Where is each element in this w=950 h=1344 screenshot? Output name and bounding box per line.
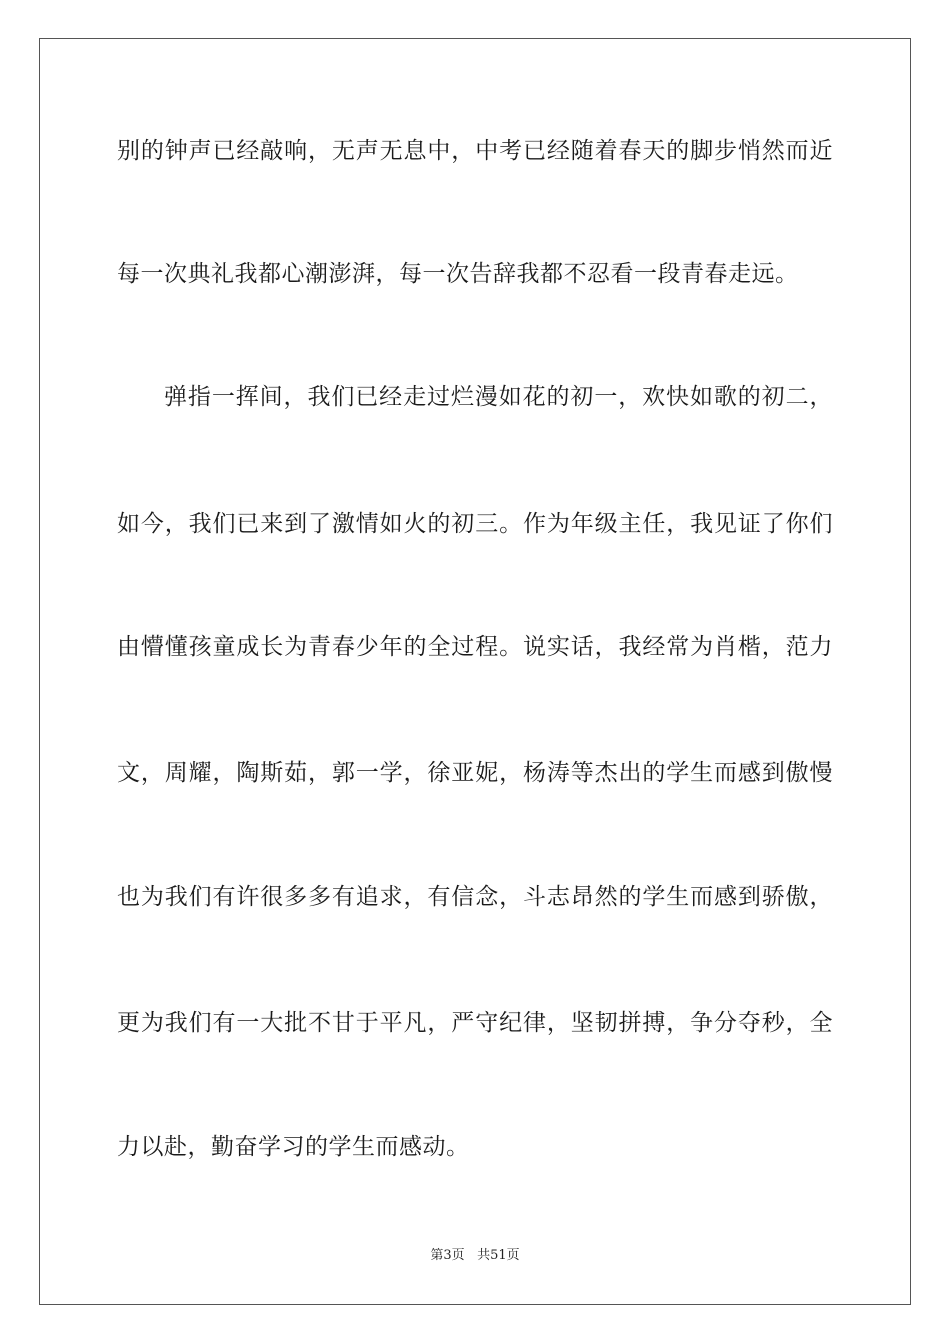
page-frame [39, 38, 911, 1305]
page-footer [0, 1248, 950, 1264]
text-line-6: 文，周耀，陶斯茹，郭一学，徐亚妮，杨涛等杰出的学生而感到傲慢 [117, 760, 833, 786]
text-line-7: 也为我们有许很多多有追求，有信念，斗志昂然的学生而感到骄傲， [117, 884, 833, 910]
text-line-5: 由懵懂孩童成长为青春少年的全过程。说实话，我经常为肖楷，范力 [117, 634, 833, 660]
text-line-8: 更为我们有一大批不甘于平凡，严守纪律，坚韧拼搏，争分夺秒，全 [117, 1010, 833, 1036]
page-number: 第3页 [430, 1248, 465, 1263]
text-line-2: 每一次典礼我都心潮澎湃，每一次告辞我都不忍看一段青春走远。 [117, 261, 799, 287]
text-line-4: 如今，我们已来到了激情如火的初三。作为年级主任，我见证了你们 [117, 511, 833, 537]
text-line-1: 别的钟声已经敲响，无声无息中，中考已经随着春天的脚步悄然而近 [117, 138, 833, 164]
text-line-9: 力以赴，勤奋学习的学生而感动。 [117, 1134, 470, 1160]
page-total: 共51页 [477, 1248, 520, 1263]
text-line-3: 弹指一挥间，我们已经走过烂漫如花的初一，欢快如歌的初二， [164, 384, 833, 410]
